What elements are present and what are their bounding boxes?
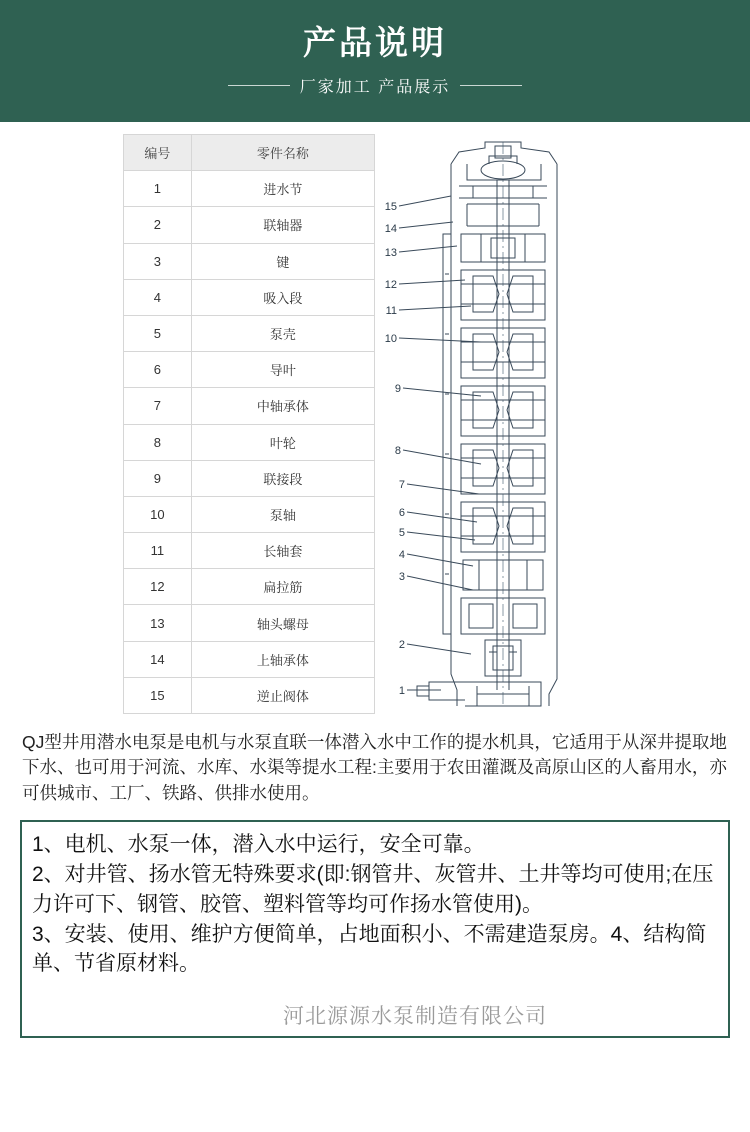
table-row <box>124 496 375 532</box>
table-row <box>124 279 375 315</box>
parts-table <box>123 134 375 714</box>
part-name-cell: 键 <box>191 243 374 279</box>
feature-item-1: 1、电机、水泵一体，潜入水中运行，安全可靠。 <box>32 833 485 857</box>
svg-text:15: 15 <box>384 201 397 213</box>
part-name-cell: 导叶 <box>191 352 374 388</box>
svg-text:8: 8 <box>394 445 401 457</box>
page-header <box>0 0 750 122</box>
table-row <box>124 171 375 207</box>
part-number-cell: 4 <box>124 279 192 315</box>
svg-text:9: 9 <box>394 383 401 395</box>
svg-text:2: 2 <box>398 639 405 651</box>
table-row <box>124 388 375 424</box>
header-subtitle-group <box>228 74 522 97</box>
divider-right <box>460 85 522 86</box>
part-name-cell: 联接段 <box>191 460 374 496</box>
part-number-cell: 10 <box>124 496 192 532</box>
part-number-cell: 8 <box>124 424 192 460</box>
part-number-cell: 14 <box>124 641 192 677</box>
table-header-row <box>124 135 375 171</box>
part-number-cell: 6 <box>124 352 192 388</box>
part-number-cell: 13 <box>124 605 192 641</box>
part-name-cell: 长轴套 <box>191 533 374 569</box>
svg-text:3: 3 <box>398 571 405 583</box>
table-row <box>124 677 375 713</box>
part-name-cell: 中轴承体 <box>191 388 374 424</box>
part-name-cell: 扁拉筋 <box>191 569 374 605</box>
svg-text:7: 7 <box>398 479 405 491</box>
part-number-cell: 11 <box>124 533 192 569</box>
table-row <box>124 533 375 569</box>
part-number-cell: 15 <box>124 677 192 713</box>
divider-left <box>228 85 290 86</box>
diagram-block <box>0 122 750 722</box>
svg-text:1: 1 <box>398 685 405 697</box>
part-name-cell: 上轴承体 <box>191 641 374 677</box>
table-row <box>124 243 375 279</box>
table-row <box>124 207 375 243</box>
svg-text:12: 12 <box>384 279 397 291</box>
svg-text:10: 10 <box>384 333 397 345</box>
product-description-text: QJ型井用潜水电泵是电机与水泵直联一体潜入水中工作的提水机具，它适用于从深井提取地下水、也可用于河流、水库、水渠等提水工程:主要用于农田灌溉及高原山区的人畜用水，亦可供城市、工厂、铁路、供排水使用。 <box>22 732 727 803</box>
part-name-cell: 进水节 <box>191 171 374 207</box>
svg-text:6: 6 <box>398 507 405 519</box>
page-title: 产品说明 <box>303 24 447 62</box>
column-header-number: 编号 <box>124 135 192 171</box>
part-name-cell: 叶轮 <box>191 424 374 460</box>
part-name-cell: 泵轴 <box>191 496 374 532</box>
part-number-cell: 12 <box>124 569 192 605</box>
feature-item-2: 2、对井管、扬水管无特殊要求(即:钢管井、灰管井、土井等均可使用;在压力许可下、钢管、胶管、塑料管等均可作扬水管使用)。 <box>32 862 714 916</box>
svg-text:4: 4 <box>398 549 405 561</box>
part-number-cell: 5 <box>124 315 192 351</box>
part-name-cell: 泵壳 <box>191 315 374 351</box>
part-number-cell: 9 <box>124 460 192 496</box>
column-header-part-name: 零件名称 <box>191 135 374 171</box>
part-number-cell: 2 <box>124 207 192 243</box>
feature-item-3: 3、安装、使用、维护方便简单，占地面积小、不需建造泵房。4、结构简单、节省原材料。 <box>32 922 707 976</box>
page-subtitle: 厂家加工 产品展示 <box>299 78 451 96</box>
pump-diagram-svg <box>381 134 681 714</box>
table-row <box>124 460 375 496</box>
part-number-cell: 1 <box>124 171 192 207</box>
svg-text:5: 5 <box>398 527 405 539</box>
table-row <box>124 569 375 605</box>
product-description <box>22 730 728 806</box>
part-name-cell: 吸入段 <box>191 279 374 315</box>
svg-text:13: 13 <box>384 247 397 259</box>
svg-text:14: 14 <box>384 223 397 235</box>
table-row <box>124 315 375 351</box>
table-row <box>124 605 375 641</box>
table-row <box>124 424 375 460</box>
company-watermark: 河北源源水泵制造有限公司 <box>283 1005 547 1029</box>
part-number-cell: 3 <box>124 243 192 279</box>
svg-text:11: 11 <box>385 305 397 317</box>
pump-cutaway-drawing <box>381 134 750 714</box>
main-content <box>0 122 750 1038</box>
part-number-cell: 7 <box>124 388 192 424</box>
part-name-cell: 逆止阀体 <box>191 677 374 713</box>
part-name-cell: 联轴器 <box>191 207 374 243</box>
table-row <box>124 352 375 388</box>
table-row <box>124 641 375 677</box>
part-name-cell: 轴头螺母 <box>191 605 374 641</box>
